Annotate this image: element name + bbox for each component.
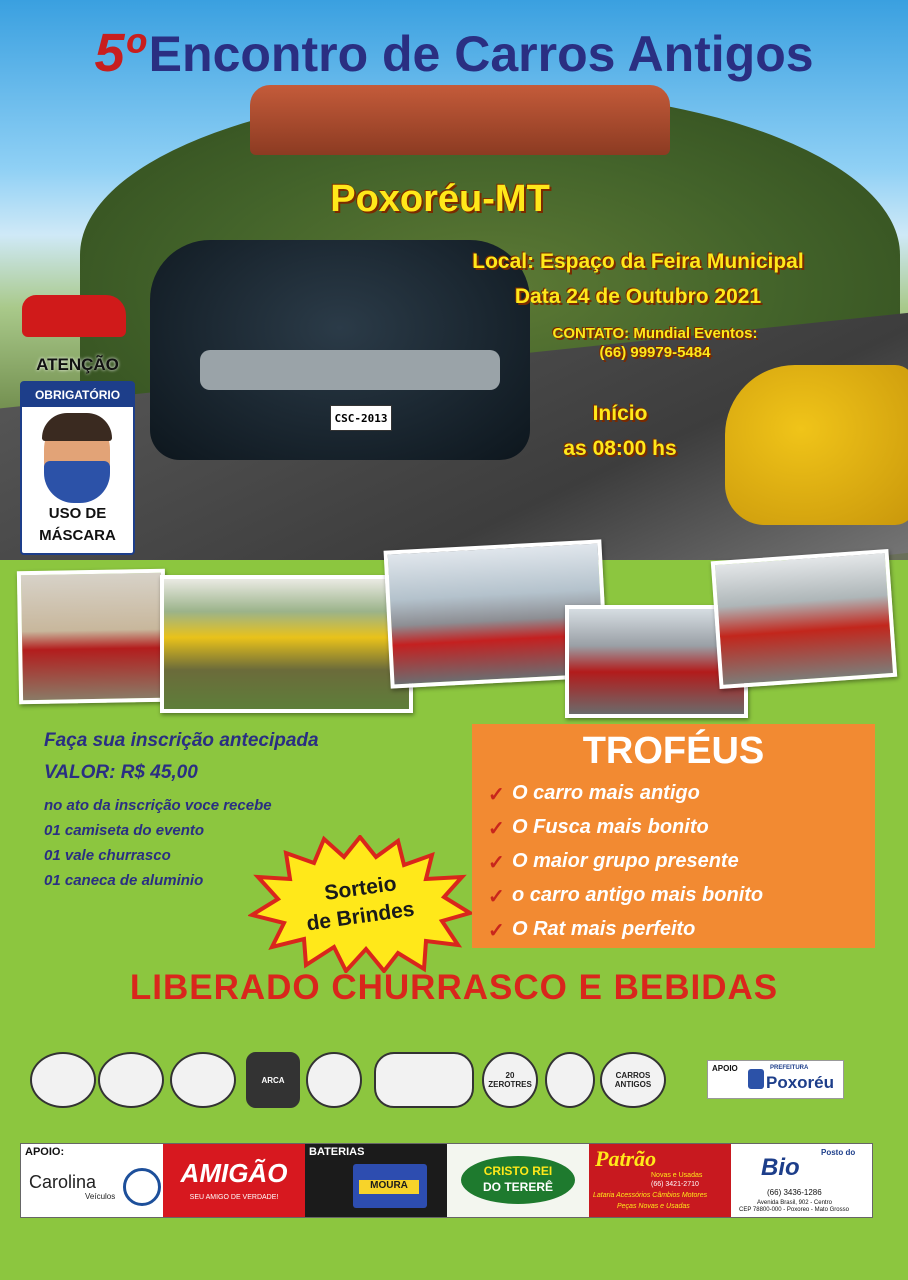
use-mask-line2: MÁSCARA: [39, 527, 116, 544]
use-mask-line1: USO DE: [48, 505, 107, 522]
car-grille: [200, 350, 500, 390]
sponsor-moura: [305, 1144, 448, 1217]
patrao-name: Patrão: [595, 1146, 657, 1171]
registration-item: 01 camiseta do evento: [44, 822, 205, 839]
yellow-car: [725, 365, 908, 525]
mask-sign-box: [20, 381, 135, 555]
carolina-name: Carolina: [29, 1172, 97, 1192]
registration-title: Faça sua inscrição antecipada: [44, 730, 319, 751]
start-line2: as 08:00 hs: [563, 437, 677, 460]
registration-receive: no ato da inscrição voce recebe: [44, 797, 272, 814]
raffle-starburst: [248, 835, 473, 973]
check-icon: ✓: [488, 852, 505, 874]
event-date: Data 24 de Outubro 2021: [514, 285, 762, 308]
patrao-sub: Novas e Usadas: [651, 1172, 703, 1179]
sponsor-patrao: [589, 1144, 732, 1217]
club-logo-9: [545, 1052, 595, 1108]
vw-icon: [123, 1168, 161, 1206]
patrao-desc2: Peças Novas e Usadas: [617, 1203, 690, 1210]
club-logo-2: [98, 1052, 164, 1108]
start-line1: Início: [592, 402, 648, 425]
mandatory-label: OBRIGATÓRIO: [22, 383, 133, 407]
hair-icon: [42, 413, 112, 441]
cristo-sub: DO TERERÊ: [482, 1180, 553, 1194]
hero-photo: [0, 0, 908, 560]
carolina-sub: Veículos: [85, 1192, 116, 1201]
coat-of-arms-icon: [748, 1069, 764, 1089]
mask-notice: [20, 355, 135, 555]
registration-item: 01 caneca de aluminio: [44, 872, 204, 889]
bio-phone: (66) 3436-1286: [767, 1188, 822, 1197]
club-logo-vw: [306, 1052, 362, 1108]
sponsor-cristo-rei: [447, 1144, 590, 1217]
prefecture-label: PREFEITURA: [770, 1065, 809, 1071]
title-text: Encontro de Carros Antigos: [148, 26, 814, 82]
patrao-desc: Lataria Acessórios Câmbios Motores: [593, 1192, 708, 1199]
trophy-item: ✓ O carro mais antigo: [488, 782, 700, 806]
club-logo-zerotres: 20 ZEROTRES: [482, 1052, 538, 1108]
moura-name: MOURA: [359, 1180, 419, 1194]
contact-line2: (66) 99979-5484: [599, 344, 711, 361]
registration-price: VALOR: R$ 45,00: [44, 762, 198, 783]
check-icon: ✓: [488, 886, 505, 908]
amigao-name: AMIGÃO: [180, 1158, 288, 1188]
sponsor-amigao: [163, 1144, 306, 1217]
patrao-phone: (66) 3421-2710: [651, 1181, 699, 1188]
registration-item: 01 vale churrasco: [44, 847, 171, 864]
car-plate: CSC-2013: [330, 405, 392, 431]
posto-label: Posto do: [821, 1148, 856, 1157]
page-title: [0, 22, 908, 84]
attention-label: ATENÇÃO: [36, 355, 119, 374]
raffle-line1: Sorteio: [323, 872, 398, 905]
event-photo-2: [160, 575, 413, 713]
trophies-title: TROFÉUS: [582, 730, 765, 772]
club-logo-opala: [374, 1052, 474, 1108]
event-photo-5: [711, 549, 897, 689]
trophy-item: ✓ O Rat mais perfeito: [488, 918, 696, 942]
cliff: [250, 85, 670, 155]
check-icon: ✓: [488, 920, 505, 942]
trophies-box: [472, 724, 875, 948]
cristo-name: CRISTO REI: [483, 1164, 553, 1178]
event-photo-1: [17, 569, 167, 705]
check-icon: ✓: [488, 818, 505, 840]
club-logo-1: [30, 1052, 96, 1108]
sponsor-posto-bio: [731, 1144, 872, 1217]
club-logo-3: [170, 1052, 236, 1108]
city: Poxoréu-MT: [330, 178, 550, 220]
trophy-item: ✓ O maior grupo presente: [488, 850, 739, 874]
contact-line1: CONTATO: Mundial Eventos:: [552, 325, 758, 342]
club-logo-carros-antigos: CARROS ANTIGOS: [600, 1052, 666, 1108]
amigao-sub: SEU AMIGO DE VERDADE!: [189, 1194, 279, 1201]
trophy-item: ✓ O Fusca mais bonito: [488, 816, 709, 840]
bio-address2: CEP 78800-000 - Poxoreo - Mato Grosso: [739, 1207, 849, 1213]
title-number: 5º: [94, 23, 145, 83]
prefecture-name: Poxoréu: [766, 1073, 835, 1092]
check-icon: ✓: [488, 784, 505, 806]
trophy-item: ✓ o carro antigo mais bonito: [488, 884, 764, 908]
footer-banner: LIBERADO CHURRASCO E BEBIDAS: [129, 968, 779, 1007]
baterias-label: BATERIAS: [309, 1146, 365, 1158]
mask-icon: [44, 461, 110, 503]
sponsors-label: APOIO:: [25, 1146, 65, 1158]
club-logo-arca: ARCA: [246, 1052, 300, 1108]
location: Local: Espaço da Feira Municipal: [472, 250, 804, 273]
support-label: APOIO: [712, 1064, 738, 1073]
sponsors-bar: [20, 1143, 873, 1218]
bio-name: Bio: [761, 1154, 800, 1181]
support-box: [707, 1060, 844, 1099]
red-car: [22, 295, 126, 337]
sponsor-carolina: [21, 1144, 164, 1217]
raffle-line2: de Brindes: [305, 897, 416, 936]
bio-address: Avenida Brasil, 902 - Centro: [757, 1200, 832, 1206]
